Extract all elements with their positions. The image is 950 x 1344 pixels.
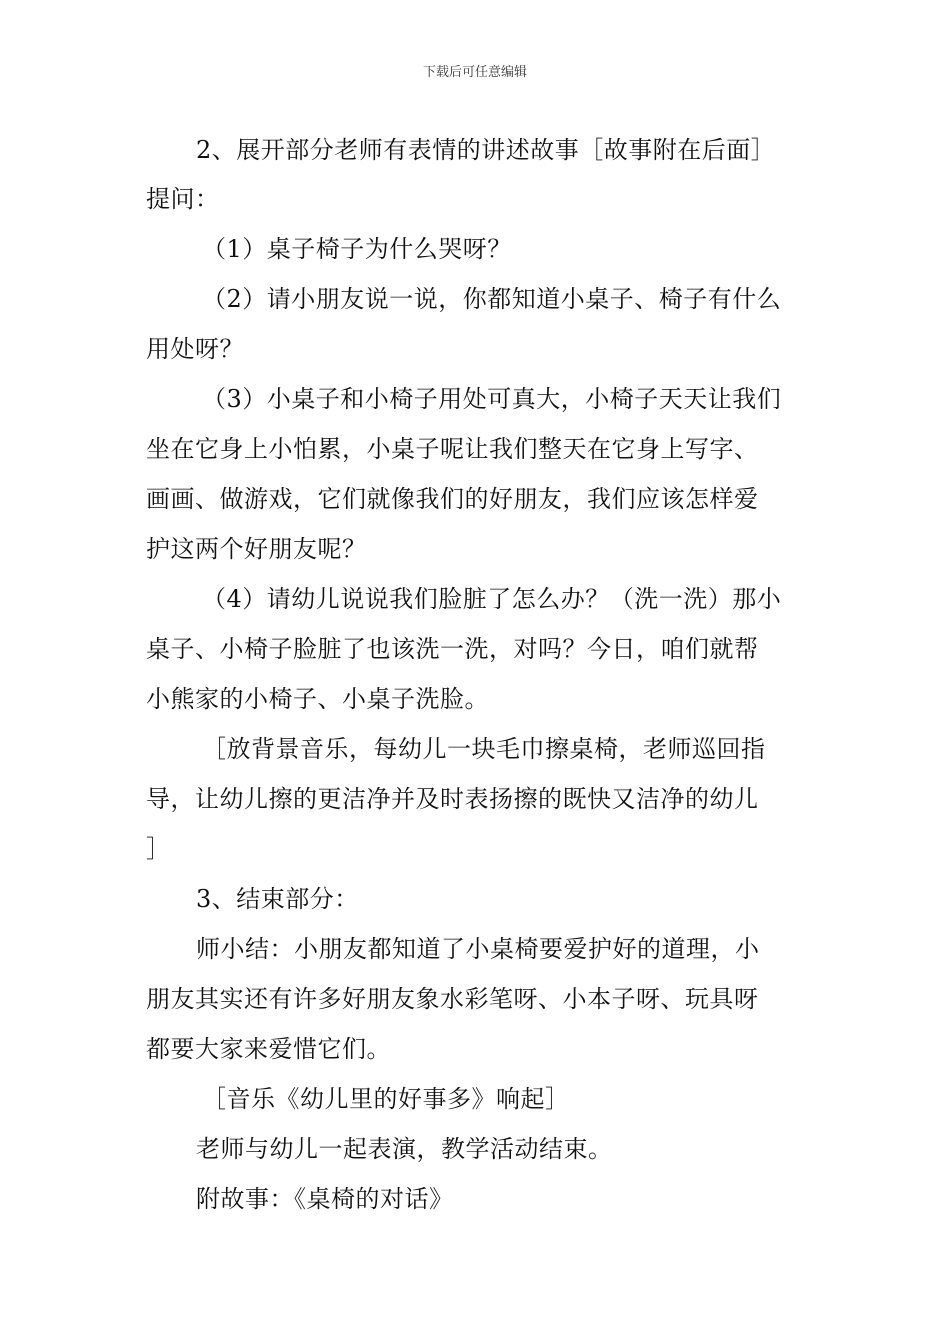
paragraph-line: ］ [146,835,171,863]
paragraph-line: （1）桌子椅子为什么哭呀？ [202,235,512,263]
paragraph-line: ［放背景音乐，每幼儿一块毛巾擦桌椅，老师巡回指 [202,735,766,763]
paragraph-line: 老师与幼儿一起表演，教学活动结束。 [196,1135,613,1163]
paragraph-line: 师小结：小朋友都知道了小桌椅要爱护好的道理，小 [196,935,760,963]
paragraph-line: 都要大家来爱惜它们。 [146,1035,391,1063]
paragraph-line: 坐在它身上小怕累，小桌子呢让我们整天在它身上写字、 [146,435,759,463]
paragraph-line: 用处呀？ [146,335,244,363]
page-header-note: 下载后可任意编辑 [422,65,527,80]
paragraph-line: （2）请小朋友说一说，你都知道小桌子、椅子有什么 [202,285,782,313]
paragraph-line: ［音乐《幼儿里的好事多》响起］ [202,1085,570,1113]
paragraph-line: 导，让幼儿擦的更洁净并及时表扬擦的既快又洁净的幼儿 [146,785,759,813]
paragraph-line: （3）小桌子和小椅子用处可真大，小椅子天天让我们 [202,385,782,413]
paragraph-line: （4）请幼儿说说我们脸脏了怎么办？（洗一洗）那小 [202,585,782,613]
paragraph-line: 桌子、小椅子脸脏了也该洗一洗，对吗？今日，咱们就帮 [146,635,759,663]
paragraph-line: 朋友其实还有许多好朋友象水彩笔呀、小本子呀、玩具呀 [146,985,759,1013]
paragraph-line: 画画、做游戏，它们就像我们的好朋友，我们应该怎样爱 [146,485,759,513]
paragraph-line: 护这两个好朋友呢？ [146,535,367,563]
paragraph-line: 3、结束部分： [196,885,359,913]
paragraph-line: 提问： [146,185,220,213]
paragraph-line: 小熊家的小椅子、小桌子洗脸。 [146,685,489,713]
paragraph-line: 附故事：《桌椅的对话》 [196,1185,454,1213]
paragraph-line: 2、展开部分老师有表情的讲述故事［故事附在后面］ [196,136,776,164]
